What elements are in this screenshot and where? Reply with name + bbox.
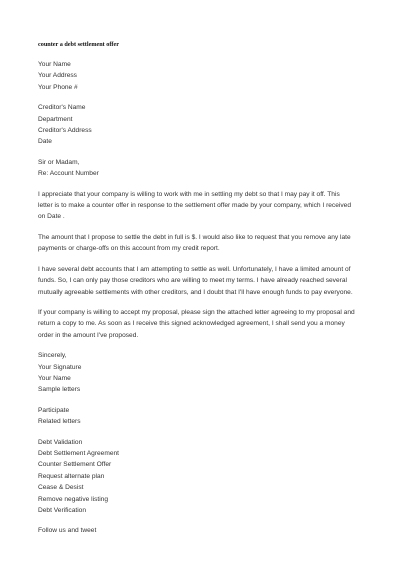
link-debt-validation: Debt Validation: [38, 438, 83, 446]
salutation-block: [38, 157, 368, 180]
letter-content: [38, 40, 368, 546]
creditor-name: Creditor's Name: [38, 104, 86, 112]
sender-block: [38, 59, 368, 93]
paragraph-line: funds. So, I can only pay those creditors who are willing to meet my terms. I have already reached several: [38, 277, 347, 285]
paragraph-4: [38, 307, 368, 341]
reference-line: Re: Account Number: [38, 170, 99, 178]
salutation: Sir or Madam,: [38, 158, 80, 166]
related-letters: Related letters: [38, 418, 81, 426]
document-title: counter a debt settlement offer: [38, 41, 119, 48]
creditor-department: Department: [38, 115, 73, 123]
link-debt-settlement-agreement: Debt Settlement Agreement: [38, 449, 120, 457]
closing-name: Your Name: [38, 374, 71, 382]
recipient-block: [38, 102, 368, 148]
signature: Your Signature: [38, 363, 82, 371]
paragraph-line: payments or charge-offs on this account from my credit report.: [38, 245, 220, 253]
link-remove-negative-listing: Remove negative listing: [38, 495, 109, 503]
paragraph-line: letter is to make a counter offer in response to the settlement offer made by your company, which I received: [38, 202, 351, 210]
paragraph-line: The amount that I propose to settle the debt in full is $. I would also like to request that you remove any late: [38, 233, 351, 241]
link-counter-settlement-offer: Counter Settlement Offer: [38, 461, 112, 469]
related-block: [38, 405, 368, 428]
paragraph-line: mutually agreeable settlements with other creditors, and I doubt that I'll have enough funds to pay everyone.: [38, 288, 353, 296]
links-block: [38, 437, 368, 517]
paragraph-line: order in the amount I've proposed.: [38, 331, 139, 339]
paragraph-2: [38, 232, 368, 255]
paragraph-line: return a copy to me. As soon as I receive this signed acknowledged agreement, I shall send you a money: [38, 320, 345, 328]
link-request-alternate-plan: Request alternate plan: [38, 472, 105, 480]
paragraph-3: [38, 264, 368, 298]
creditor-address: Creditor's Address: [38, 127, 92, 135]
closing: Sincerely,: [38, 352, 67, 360]
paragraph-line: on Date .: [38, 213, 65, 221]
closing-block: [38, 350, 368, 396]
letter-date: Date: [38, 138, 52, 146]
sender-address: Your Address: [38, 72, 77, 80]
link-cease-desist: Cease & Desist: [38, 484, 84, 492]
sender-name: Your Name: [38, 61, 71, 68]
participate: Participate: [38, 406, 70, 414]
sender-phone: Your Phone #: [38, 83, 78, 91]
paragraph-1: [38, 189, 368, 223]
link-debt-verification: Debt Verification: [38, 507, 87, 514]
paragraph-line: I appreciate that your company is willing to work with me in settling my debt so that I may pay it off. This: [38, 190, 340, 198]
footer-block: [38, 525, 368, 536]
footer-text: Follow us and tweet: [38, 527, 97, 535]
paragraph-line: If your company is willing to accept my proposal, please sign the attached letter agreeing to my proposal and: [38, 308, 355, 316]
paragraph-line: I have several debt accounts that I am attempting to settle as well. Unfortunately, I have a limited amount of: [38, 265, 351, 273]
sample-letters: Sample letters: [38, 386, 81, 394]
